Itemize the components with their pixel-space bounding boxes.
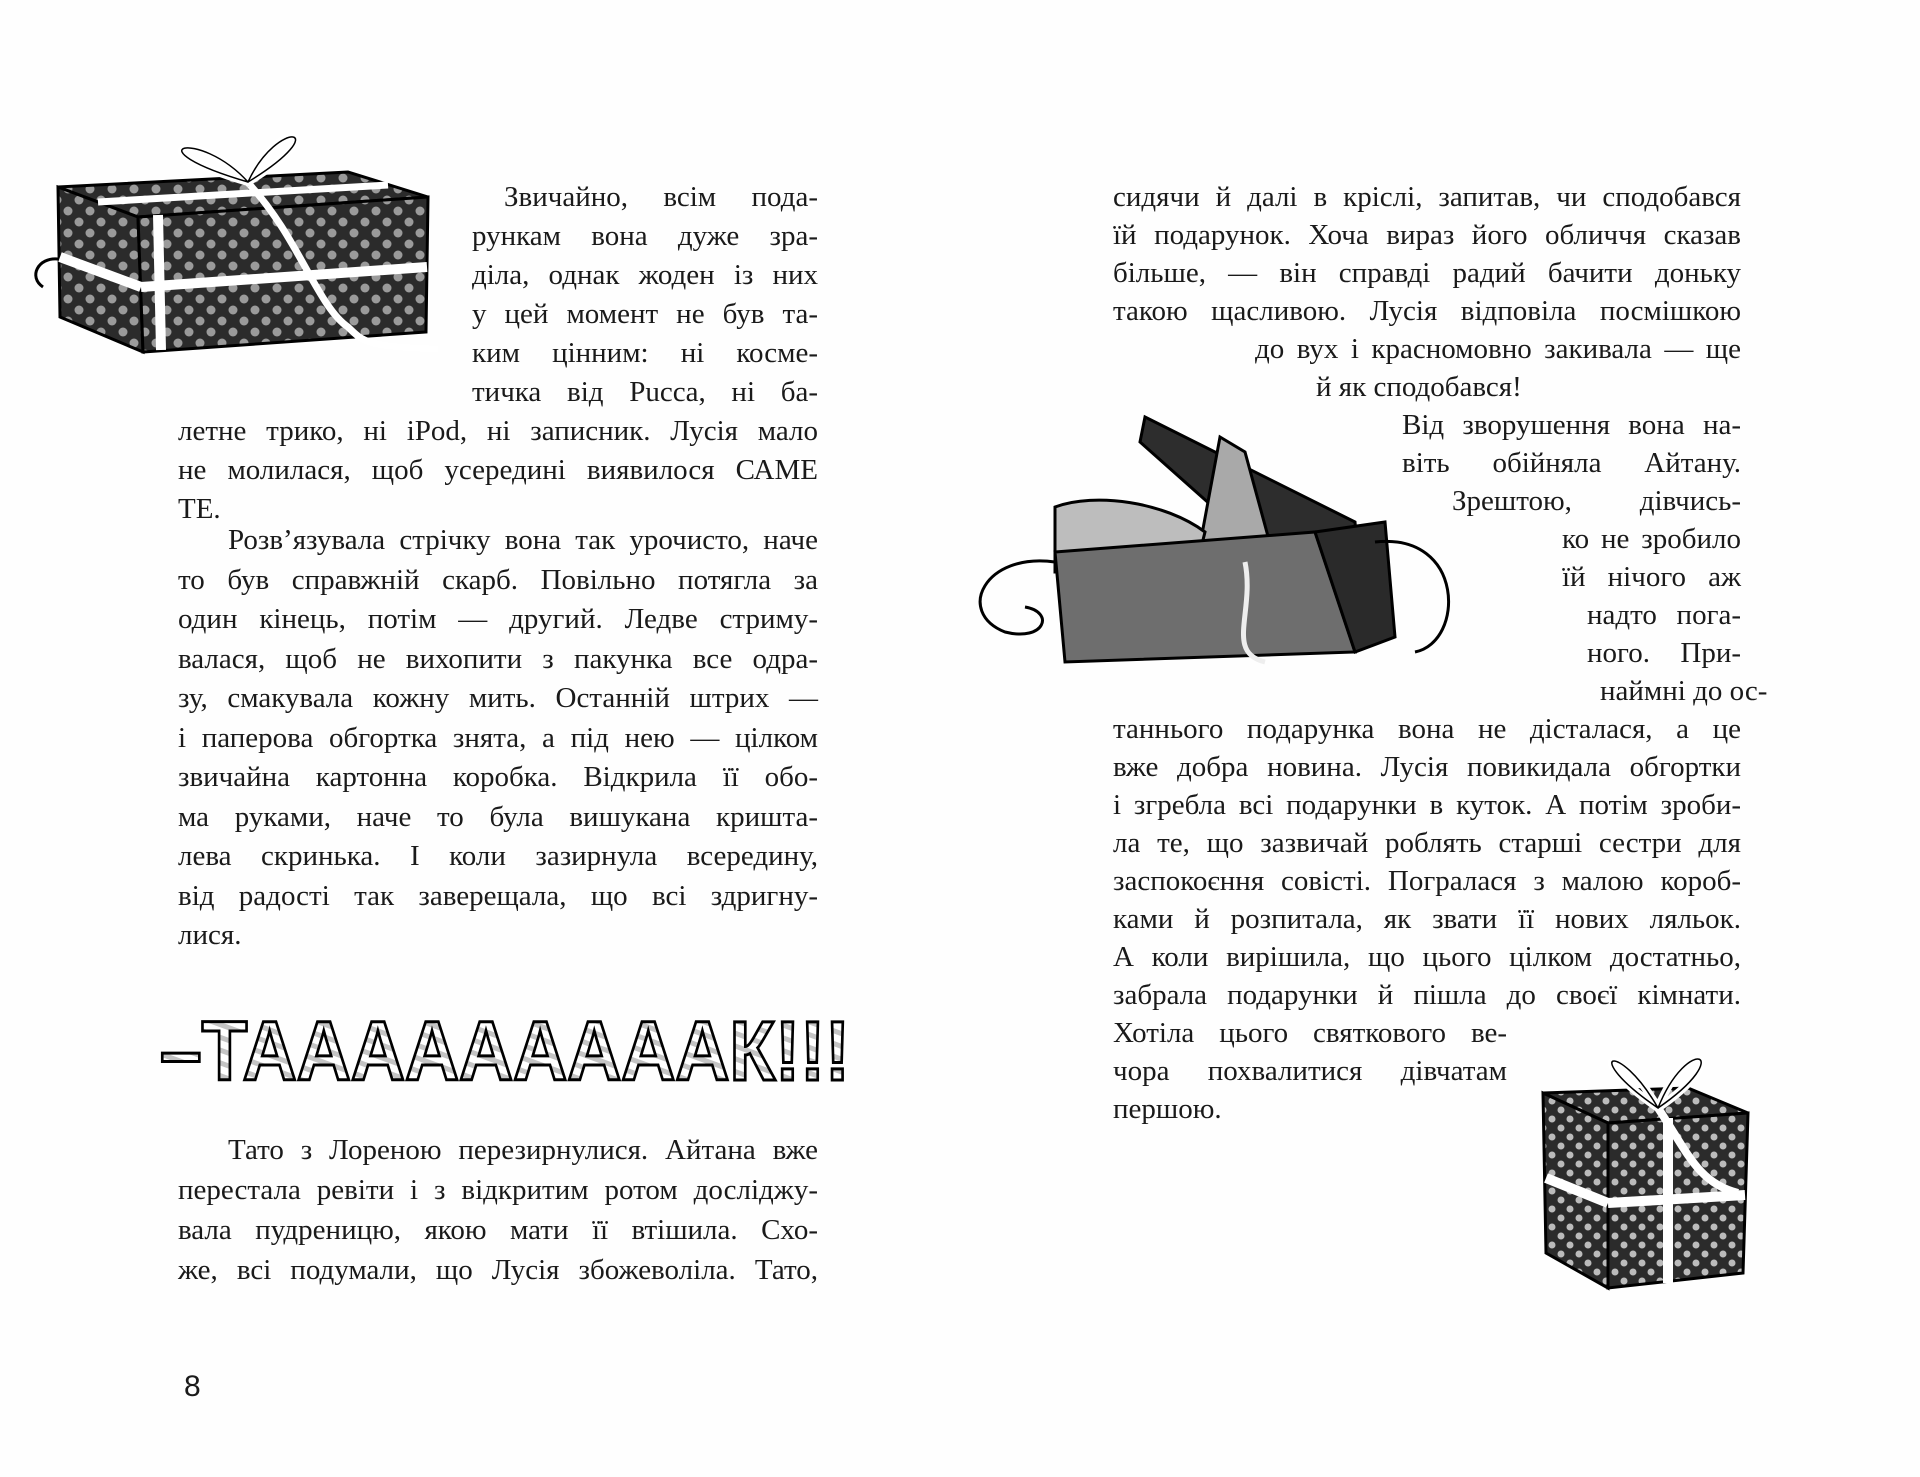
text-line: Тато з Лореною перезирнулися. Айтана вже (228, 1134, 818, 1166)
text-line: не молилася, щоб усередині виявилося САМЕ (178, 454, 818, 486)
page-number: 8 (184, 1370, 201, 1403)
text-line: звичайна картонна коробка. Відкрила її обо- (178, 761, 818, 793)
text-line: ким цінним: ні косме- (472, 337, 818, 369)
text-line: наймні до ос- (1600, 675, 1768, 707)
text-line: перестала ревіти і з відкритим ротом досліджу- (178, 1174, 818, 1206)
shout-lettering (160, 1000, 860, 1095)
text-line: їй подарунок. Хоча вираз його обличчя сказав (1113, 219, 1741, 251)
text-line: чора похвалитися дівчатам (1113, 1055, 1507, 1087)
text-line: ко не зробило (1562, 523, 1741, 555)
text-line: вала пудреницю, якою мати її втішила. Схо- (178, 1214, 818, 1246)
text-line: першою. (1113, 1093, 1222, 1125)
text-line: же, всі подумали, що Лусія збожеволіла. Тато, (178, 1254, 818, 1286)
text-line: Хотіла цього святкового ве- (1113, 1017, 1507, 1049)
text-line: і паперова обгортка знята, а під нею — цілком (178, 721, 818, 754)
text-line: більше, — він справді радий бачити доньку (1113, 257, 1741, 289)
text-line: Зрештою, дівчись- (1452, 485, 1741, 517)
text-line: такою щасливою. Лусія відповіла посмішкою (1113, 295, 1741, 327)
shout-text: –ТААААААААAК!!! (160, 1004, 850, 1095)
text-line: таннього подарунка вона не дісталася, а це (1113, 713, 1741, 745)
text-line: діла, однак жоден із них (472, 259, 818, 291)
text-line: їй нічого аж (1562, 561, 1741, 593)
text-line: Від зворушення вона на- (1402, 409, 1741, 441)
text-line: у цей момент не був та- (472, 298, 818, 330)
text-line: забрала подарунки й пішла до своєї кімнати. (1113, 979, 1741, 1011)
text-line: й як сподобався! (1316, 371, 1522, 403)
text-line: лися. (178, 919, 242, 951)
text-line: Звичайно, всім пода- (504, 181, 818, 213)
text-line: сидячи й далі в кріслі, запитав, чи сподобався (1113, 181, 1741, 213)
text-line: лева скринька. І коли зазирнула всередину, (178, 840, 818, 872)
polka-dot-gift-box-illustration (18, 117, 443, 367)
text-line: заспокоєння совісті. Погралася з малою короб- (1113, 865, 1741, 897)
text-line: вже добра новина. Лусія повикидала обгортки (1113, 751, 1741, 783)
text-line: то був справжній скарб. Повільно потягла за (178, 563, 818, 596)
text-line: і згребла всі подарунки в куток. А потім зроби- (1113, 789, 1741, 821)
text-line: надто пога- (1587, 599, 1741, 631)
text-line: ного. При- (1587, 637, 1741, 669)
text-line: ма руками, наче то була вишукана кришта- (178, 800, 818, 833)
text-line: зу, смакувала кожну мить. Останній штрих — (178, 682, 818, 714)
text-line: віть обійняла Айтану. (1402, 447, 1741, 479)
text-line: тичка від Рucca, ні ба- (472, 376, 818, 408)
text-line: до вух і красномовно закивала — ще (1255, 333, 1741, 365)
text-line: один кінець, потім — другий. Ледве стриму- (178, 603, 818, 635)
text-line: рункам вона дуже зра- (472, 220, 818, 252)
text-line: ТЕ. (178, 493, 221, 525)
small-gift-box-illustration (1538, 1033, 1753, 1295)
text-line: ками й розпитала, як звати її нових ляльок. (1113, 903, 1741, 935)
text-line: летне трико, ні iPod, ні записник. Лусія мало (178, 415, 818, 447)
text-line: від радості так заверещала, що всі здригну- (178, 879, 818, 912)
text-line: Розв’язувала стрічку вона так урочисто, наче (228, 524, 818, 556)
text-line: валася, щоб не вихопити з пакунка все одра- (178, 642, 818, 675)
text-line: А коли вирішила, що цього цілком достатньо, (1113, 941, 1741, 973)
text-line: ла те, що зазвичай роблять старші сестри для (1113, 827, 1741, 859)
